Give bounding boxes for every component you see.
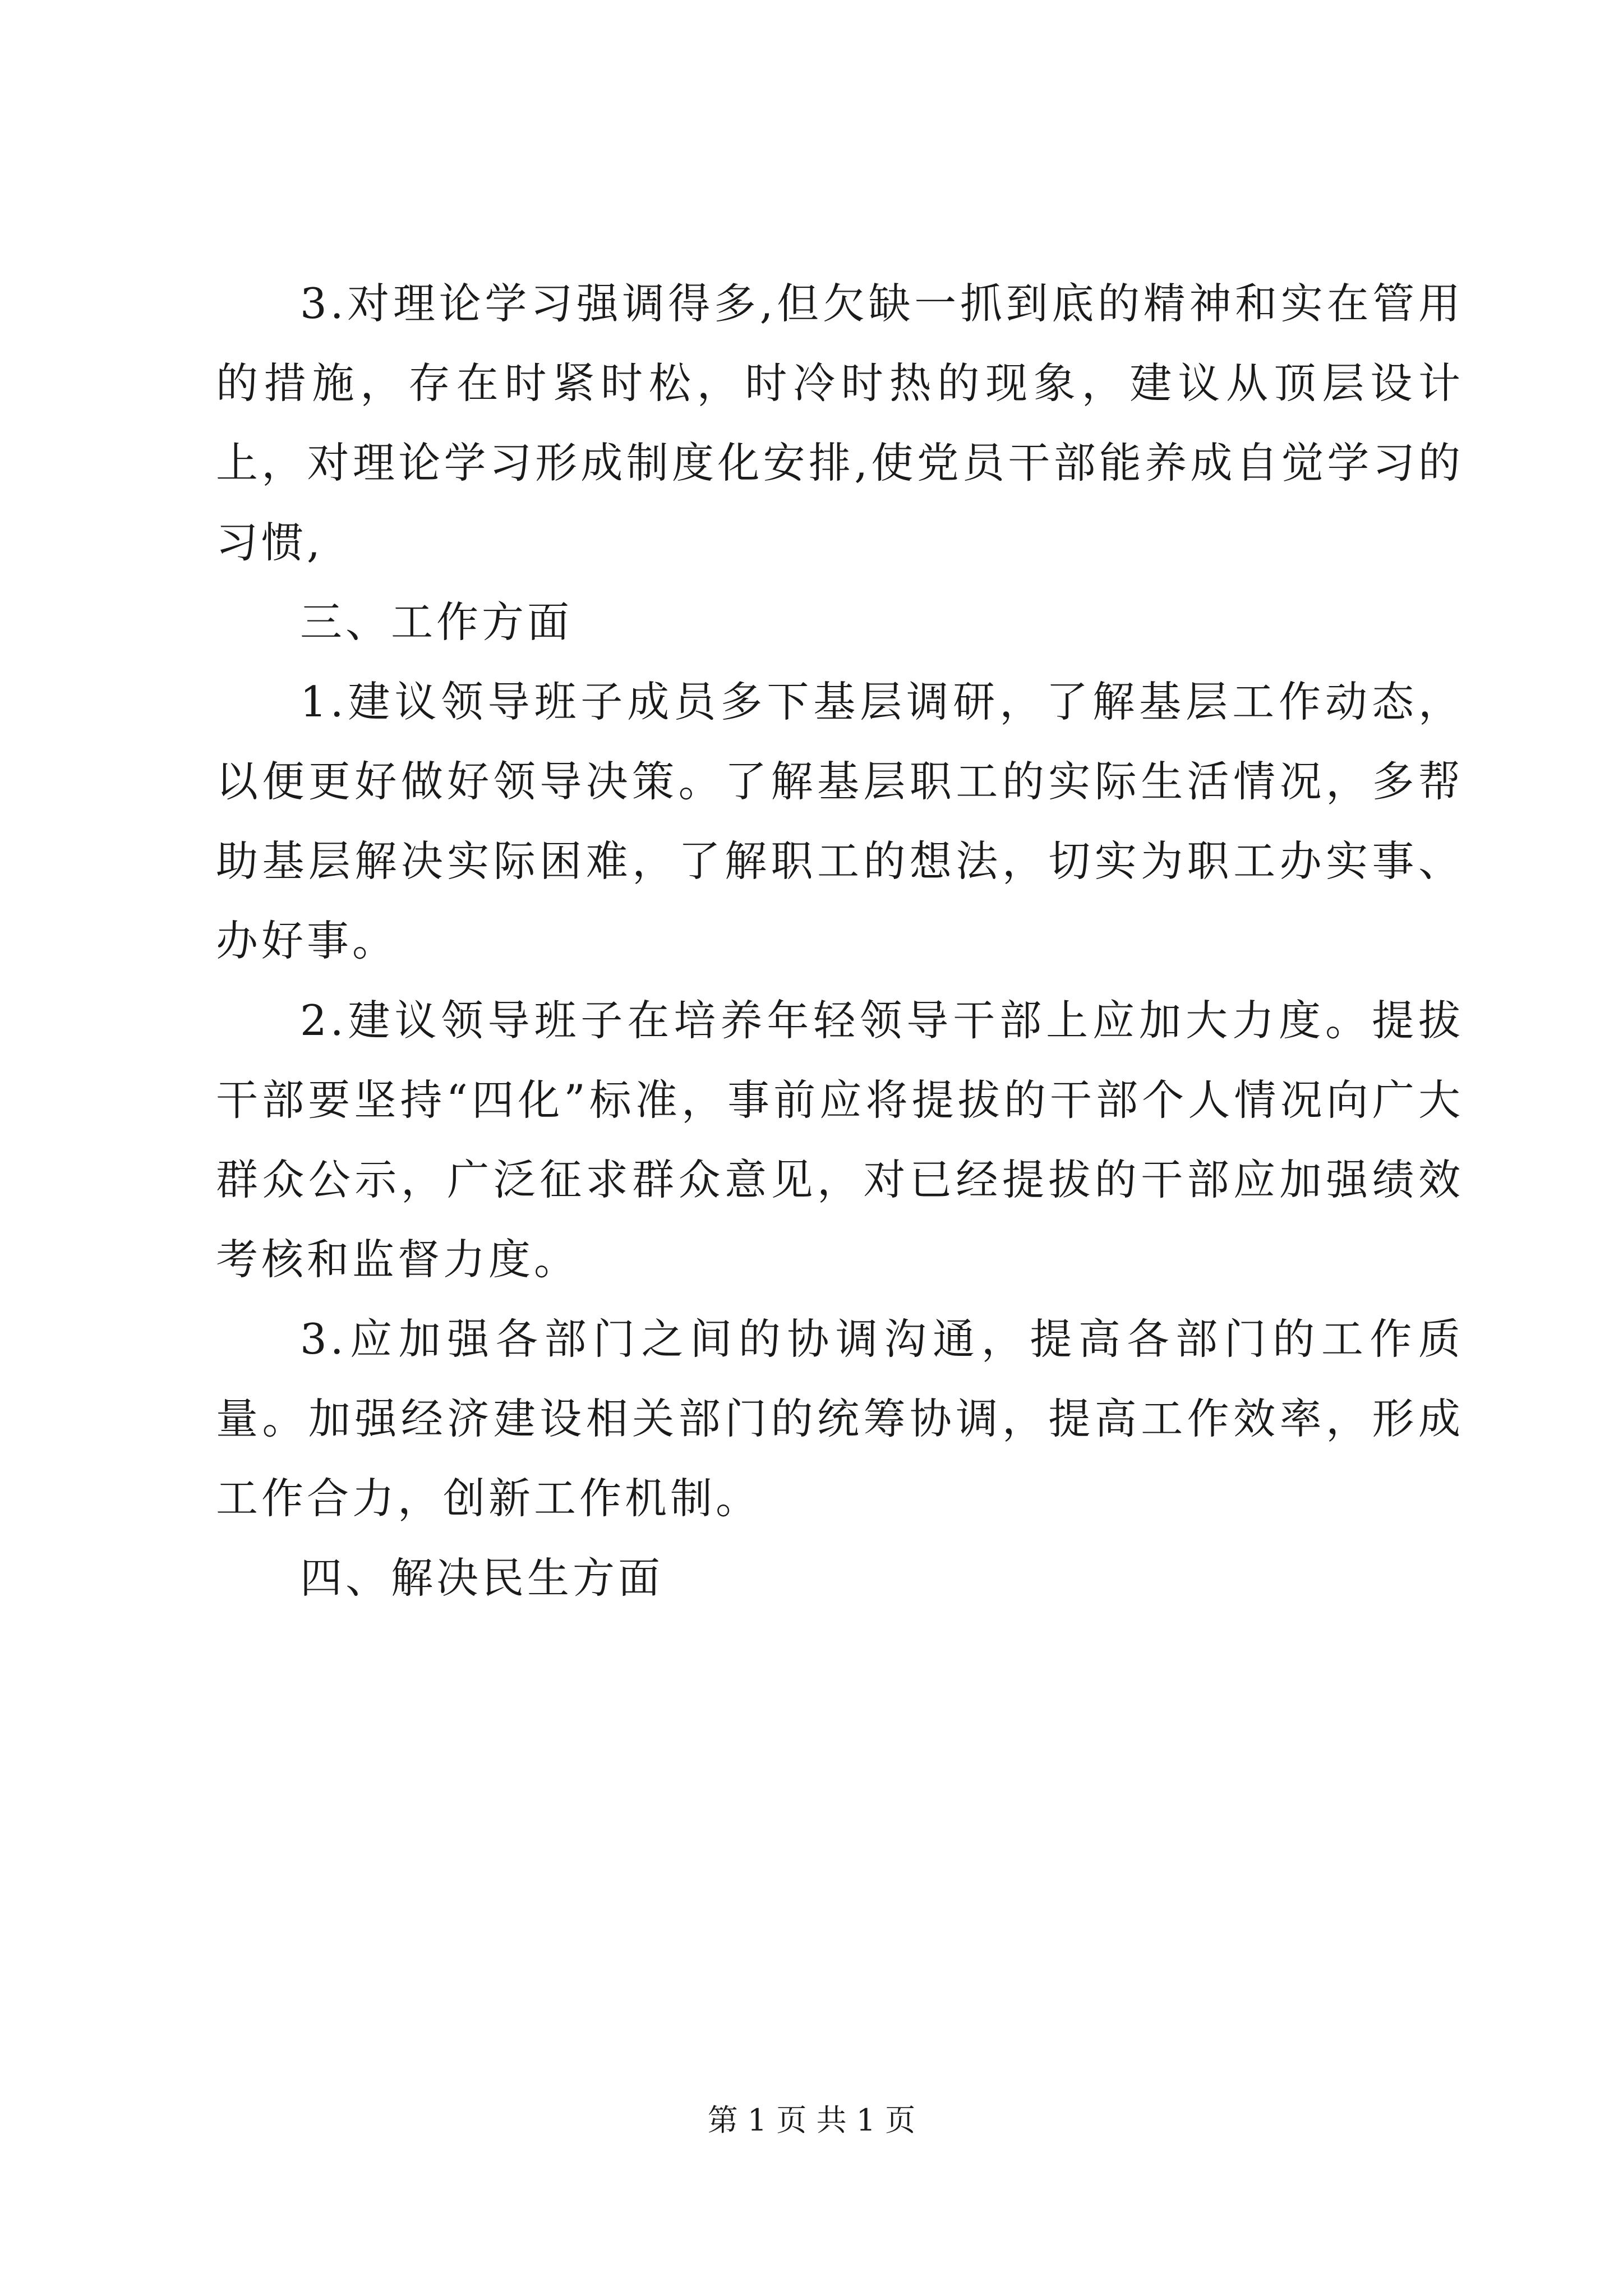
section-heading-work: 三、工作方面 [300, 597, 573, 647]
paragraph-grassroots-research: 1.建议领导班子成员多下基层调研，了解基层工作动态，以便更好做好领导决策。了解基层职工的实际生活情况，多帮助基层解决实际困难，了解职工的想法，切实为职工办实事、办好事。 [216, 677, 1464, 965]
page-footer: 第 1 页 共 1 页 [707, 2102, 916, 2138]
document-body [216, 264, 1464, 1618]
paragraph-theory-study: 3.对理论学习强调得多,但欠缺一抓到底的精神和实在管用的措施，存在时紧时松，时冷时热的现象，建议从顶层设计上，对理论学习形成制度化安排,使党员干部能养成自觉学习的习惯, [216, 279, 1464, 567]
paragraph-department-coordination: 3.应加强各部门之间的协调沟通，提高各部门的工作质量。加强经济建设相关部门的统筹协调，提高工作效率，形成工作合力，创新工作机制。 [216, 1314, 1464, 1523]
paragraph-young-cadres: 2.建议领导班子在培养年轻领导干部上应加大力度。提拔干部要坚持“四化”标准，事前应将提拔的干部个人情况向广大群众公示，广泛征求群众意见，对已经提拔的干部应加强绩效考核和监督力度。 [216, 996, 1464, 1284]
section-heading-livelihood: 四、解决民生方面 [300, 1553, 664, 1603]
